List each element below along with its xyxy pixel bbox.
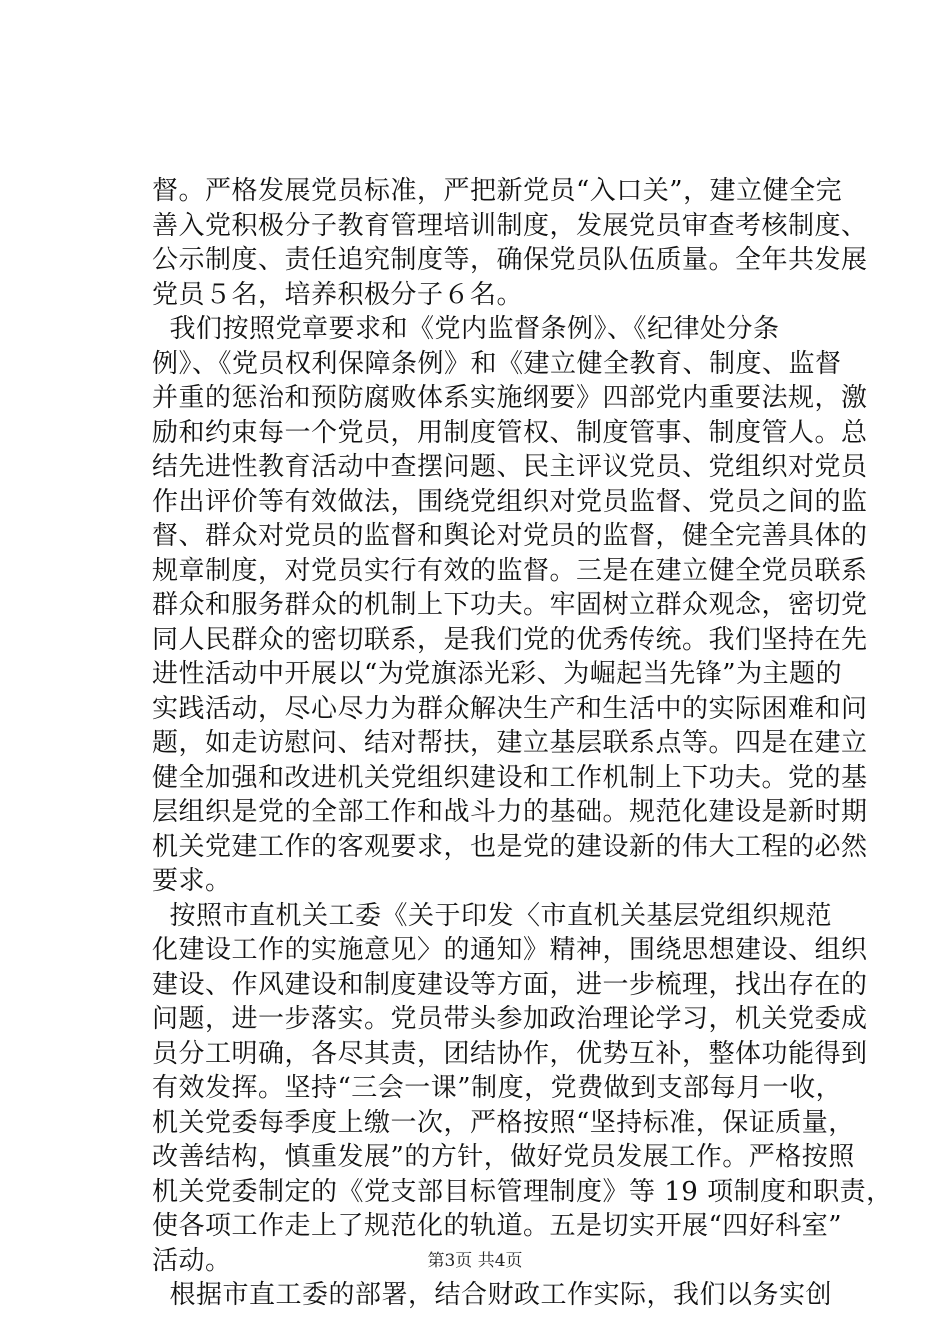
text-line: 机关党委每季度上缴一次，严格按照“坚持标准，保证质量， [152,1107,855,1138]
text-line: 健全加强和改进机关党组织建设和工作机制上下功夫。党的基 [152,762,868,793]
page-number-footer: 第3页 共4页 [427,1251,523,1271]
text-line: 我们按照党章要求和《党内监督条例》、《纪律处分条 [152,314,780,344]
text-line: 同人民群众的密切联系，是我们党的优秀传统。我们坚持在先 [152,624,868,655]
text-line: 善入党积极分子教育管理培训制度，发展党员审查考核制度、 [152,210,868,241]
text-line: 实践活动，尽心尽力为群众解决生产和生活中的实际困难和问 [152,693,868,724]
text-line: 并重的惩治和预防腐败体系实施纲要》四部党内重要法规，激 [152,383,868,413]
text-line: 问题，进一步落实。党员带头参加政治理论学习，机关党委成 [152,1004,868,1034]
text-line: 进性活动中开展以“为党旗添光彩、为崛起当先锋”为主题的 [152,659,843,689]
text-line: 按照市直机关工委《关于印发〈市直机关基层党组织规范 [152,900,833,931]
text-line: 题，如走访慰问、结对帮扶，建立基层联系点等。四是在建立 [152,728,868,758]
text-line: 改善结构，慎重发展”的方针，做好党员发展工作。严格按照 [152,1142,855,1172]
text-line: 作出评价等有效做法，围绕党组织对党员监督、党员之间的监 [152,486,868,517]
text-line: 党员５名，培养积极分子６名。 [152,279,524,310]
text-line: 使各项工作走上了规范化的轨道。五是切实开展“四好科室” [152,1211,843,1241]
text-line: 督。严格发展党员标准，严把新党员“入口关”，建立健全完 [152,176,843,206]
text-line: 例》、《党员权利保障条例》和《建立健全教育、制度、监督 [152,348,842,379]
text-line: 励和约束每一个党员，用制度管权、制度管事、制度管人。总 [152,417,868,448]
text-line: 层组织是党的全部工作和战斗力的基础。规范化建设是新时期 [152,797,868,827]
text-line: 根据市直工委的部署，结合财政工作实际，我们以务实创 [152,1280,833,1310]
text-line: 规章制度，对党员实行有效的监督。三是在建立健全党员联系 [152,555,868,586]
text-line: 机关党委制定的《党支部目标管理制度》等 19 项制度和职责， [152,1176,893,1207]
text-line: 群众和服务群众的机制上下功夫。牢固树立群众观念，密切党 [152,590,868,620]
text-line: 活动。 [152,1245,232,1276]
text-line: 员分工明确，各尽其责，团结协作，优势互补，整体功能得到 [152,1038,868,1069]
text-line: 建设、作风建设和制度建设等方面，进一步梳理，找出存在的 [152,969,868,1000]
text-line: 机关党建工作的客观要求，也是党的建设新的伟大工程的必然 [152,831,868,862]
body-text [152,174,893,1313]
text-line: 化建设工作的实施意见〉的通知》精神，围绕思想建设、组织 [152,935,868,965]
text-line: 要求。 [152,866,232,896]
text-line: 有效发挥。坚持“三会一课”制度，党费做到支部每月一收， [152,1073,843,1103]
text-line: 结先进性教育活动中查摆问题、民主评议党员、党组织对党员 [152,452,868,482]
text-line: 公示制度、责任追究制度等，确保党员队伍质量。全年共发展 [152,245,868,275]
text-line: 督、群众对党员的监督和舆论对党员的监督，健全完善具体的 [152,521,868,551]
